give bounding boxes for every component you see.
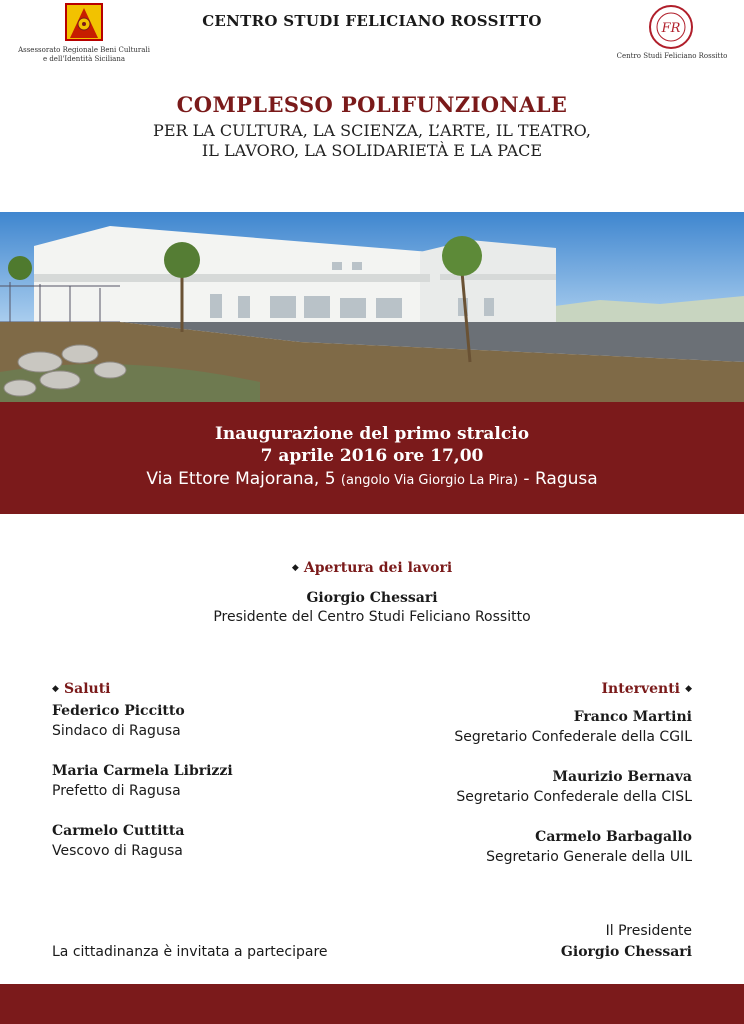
interventi-person-name: Franco Martini <box>573 709 692 725</box>
opening-heading: Apertura dei lavori <box>303 560 453 576</box>
president-name: Giorgio Chessari <box>560 944 692 960</box>
footer-band <box>0 984 744 1024</box>
event-address <box>0 469 744 489</box>
saluti-person-name: Carmelo Cuttitta <box>52 823 185 839</box>
diamond-bullet-icon: ◆ <box>685 684 692 694</box>
interventi-person-role: Segretario Confederale della CISL <box>456 789 692 805</box>
event-date: 7 aprile 2016 ore 17,00 <box>260 446 484 466</box>
region-caption-line1: Assessorato Regionale Beni Culturali <box>18 46 150 54</box>
address-city: - Ragusa <box>523 469 598 489</box>
address-street: Via Ettore Majorana, 5 <box>146 469 336 489</box>
logo-monogram: FR <box>661 21 681 36</box>
subtitle-line2: IL LAVORO, LA SOLIDARIETÀ E LA PACE <box>201 141 543 160</box>
diamond-bullet-icon: ◆ <box>52 684 59 694</box>
saluti-person-name: Maria Carmela Librizzi <box>52 763 233 779</box>
saluti-person-role: Sindaco di Ragusa <box>52 723 181 739</box>
centro-caption: Centro Studi Feliciano Rossitto <box>616 52 728 60</box>
building-photo <box>0 212 744 402</box>
region-caption <box>14 46 154 64</box>
centro-studi-logo <box>648 4 694 50</box>
page-title: COMPLESSO POLIFUNZIONALE <box>176 92 568 117</box>
interventi-heading-row <box>392 678 692 697</box>
region-caption-line2: e dell'Identità Siciliana <box>42 55 126 63</box>
opening-speaker-role: Presidente del Centro Studi Feliciano Rossitto <box>213 609 531 625</box>
opening-section <box>0 557 744 576</box>
interventi-heading: Interventi <box>601 681 680 697</box>
interventi-person-role: Segretario Generale della UIL <box>486 849 692 865</box>
region-sicily-logo <box>64 2 104 42</box>
saluti-heading-row <box>52 678 352 697</box>
interventi-person-name: Maurizio Bernava <box>552 769 692 785</box>
interventi-person-name: Carmelo Barbagallo <box>535 829 692 845</box>
president-label: Il Presidente <box>605 923 692 939</box>
page-subtitle <box>0 121 744 161</box>
saluti-person-name: Federico Piccitto <box>52 703 185 719</box>
interventi-person-role: Segretario Confederale della CGIL <box>454 729 692 745</box>
saluti-person-role: Prefetto di Ragusa <box>52 783 181 799</box>
subtitle-line1: PER LA CULTURA, LA SCIENZA, L’ARTE, IL TEATRO, <box>153 121 591 140</box>
saluti-person-role: Vescovo di Ragusa <box>52 843 183 859</box>
opening-speaker-name: Giorgio Chessari <box>306 590 438 606</box>
address-corner: (angolo Via Giorgio La Pira) <box>340 473 519 488</box>
saluti-heading: Saluti <box>64 681 111 697</box>
event-banner <box>0 402 744 514</box>
diamond-bullet-icon: ◆ <box>291 563 299 573</box>
event-title: Inaugurazione del primo stralcio <box>214 424 530 444</box>
org-name: CENTRO STUDI FELICIANO ROSSITTO <box>202 12 542 30</box>
invitation-text: La cittadinanza è invitata a partecipare <box>52 944 328 960</box>
